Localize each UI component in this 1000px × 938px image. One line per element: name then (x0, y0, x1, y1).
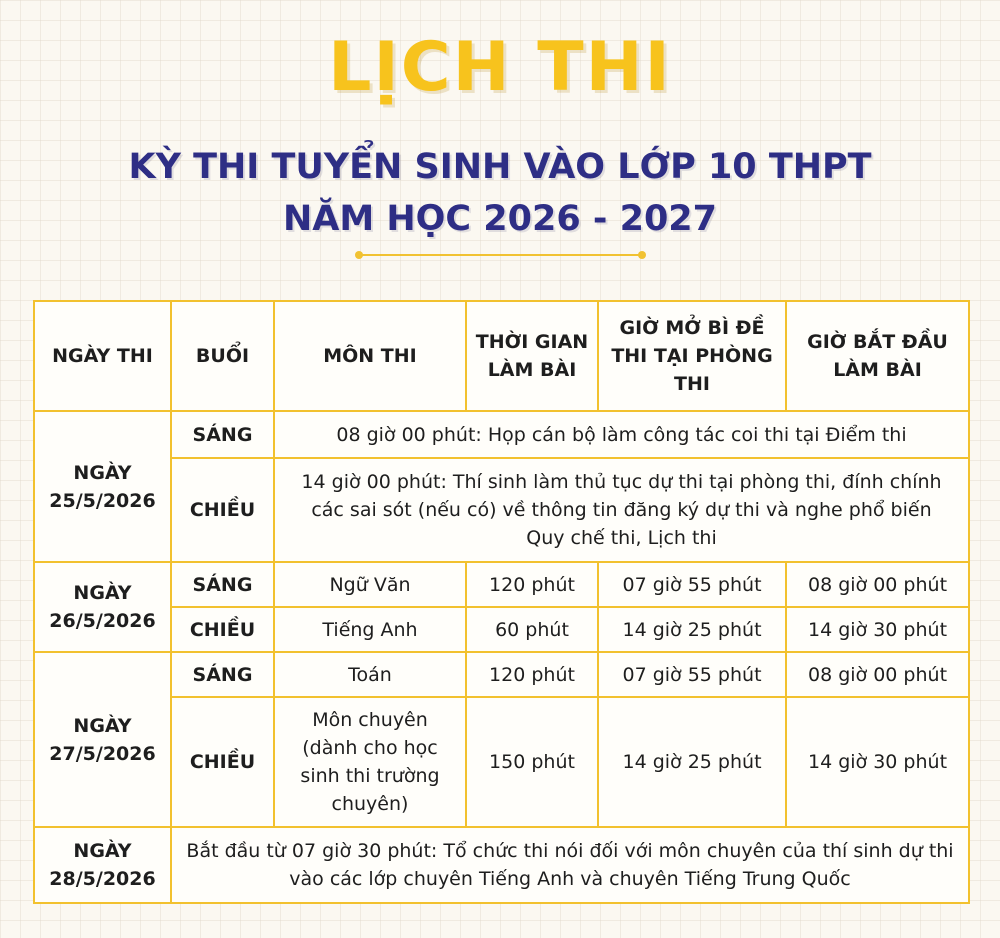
table-row (34, 458, 969, 562)
session-cell: SÁNG (171, 652, 274, 697)
note-cell: 08 giờ 00 phút: Họp cán bộ làm công tác coi thi tại Điểm thi (274, 411, 969, 458)
table-row (34, 607, 969, 652)
exam-schedule-table (33, 300, 970, 904)
subject-cell: Ngữ Văn (274, 562, 466, 607)
school-year: NĂM HỌC 2026 - 2027 (282, 199, 718, 239)
open-time-cell: 07 giờ 55 phút (598, 652, 786, 697)
divider-dot-left (355, 251, 363, 259)
session-cell: CHIỀU (171, 607, 274, 652)
header-row (34, 301, 969, 411)
page-title: LỊCH THI (328, 28, 672, 107)
date-cell: NGÀY 25/5/2026 (34, 411, 171, 562)
date-cell: NGÀY 27/5/2026 (34, 652, 171, 827)
start-time-cell: 08 giờ 00 phút (786, 652, 969, 697)
open-time-cell: 14 giờ 25 phút (598, 607, 786, 652)
divider-dot-right (638, 251, 646, 259)
header-date: NGÀY THI (34, 301, 171, 411)
session-cell: SÁNG (171, 411, 274, 458)
table-row (34, 652, 969, 697)
duration-cell: 150 phút (466, 697, 598, 827)
subject-cell: Tiếng Anh (274, 607, 466, 652)
header-subject: MÔN THI (274, 301, 466, 411)
date-cell: NGÀY 26/5/2026 (34, 562, 171, 652)
note-cell: 14 giờ 00 phút: Thí sinh làm thủ tục dự thi tại phòng thi, đính chính các sai sót (nếu có) về thông tin đăng ký dự thi và nghe phổ biến Quy chế thi, Lịch thi (274, 458, 969, 562)
duration-cell: 120 phút (466, 652, 598, 697)
header-start-time: GIỜ BẮT ĐẦU LÀM BÀI (786, 301, 969, 411)
table-row (34, 411, 969, 458)
start-time-cell: 14 giờ 30 phút (786, 607, 969, 652)
subject-cell: Môn chuyên (dành cho học sinh thi trường chuyên) (274, 697, 466, 827)
start-time-cell: 08 giờ 00 phút (786, 562, 969, 607)
table-row (34, 562, 969, 607)
table-row (34, 827, 969, 903)
header-duration: THỜI GIAN LÀM BÀI (466, 301, 598, 411)
subject-cell: Toán (274, 652, 466, 697)
start-time-cell: 14 giờ 30 phút (786, 697, 969, 827)
title-divider (359, 254, 642, 256)
session-cell: CHIỀU (171, 697, 274, 827)
table-row (34, 697, 969, 827)
exam-name: KỲ THI TUYỂN SINH VÀO LỚP 10 THPT (128, 147, 872, 187)
duration-cell: 60 phút (466, 607, 598, 652)
open-time-cell: 07 giờ 55 phút (598, 562, 786, 607)
session-cell: SÁNG (171, 562, 274, 607)
header-open-time: GIỜ MỞ BÌ ĐỀ THI TẠI PHÒNG THI (598, 301, 786, 411)
duration-cell: 120 phút (466, 562, 598, 607)
note-cell: Bắt đầu từ 07 giờ 30 phút: Tổ chức thi nói đối với môn chuyên của thí sinh dự thi vào các lớp chuyên Tiếng Anh và chuyên Tiếng Trung Quốc (171, 827, 969, 903)
date-cell: NGÀY 28/5/2026 (34, 827, 171, 903)
open-time-cell: 14 giờ 25 phút (598, 697, 786, 827)
header-session: BUỔI (171, 301, 274, 411)
session-cell: CHIỀU (171, 458, 274, 562)
